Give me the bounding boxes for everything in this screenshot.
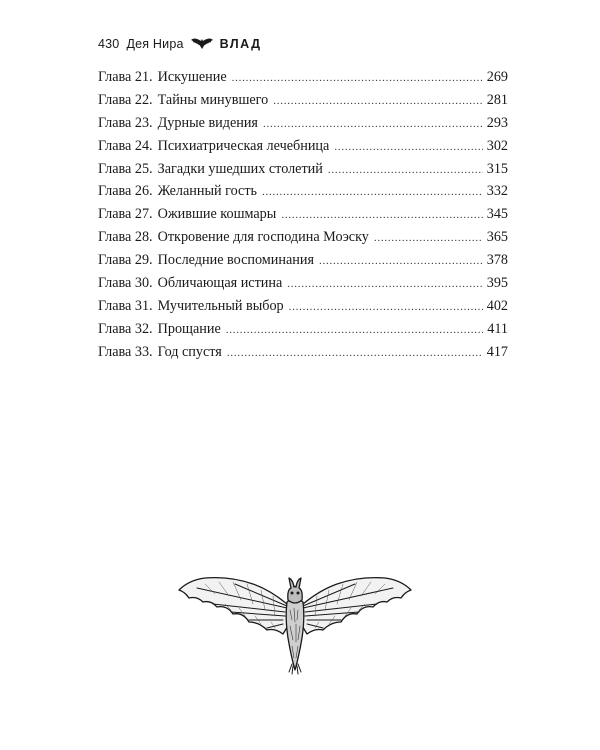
chapter-label: Глава 25. [98, 160, 153, 177]
toc-entry [98, 180, 508, 203]
dot-leader [281, 204, 482, 227]
chapter-label: Глава 22. [98, 91, 153, 108]
chapter-page: 293 [486, 114, 508, 131]
toc-entry [98, 341, 508, 364]
chapter-title: Психиатрическая лечебница [157, 137, 330, 154]
chapter-page: 281 [486, 91, 508, 108]
dot-leader [374, 227, 483, 250]
chapter-title: Искушение [157, 69, 227, 85]
chapter-label: Глава 26. [98, 183, 153, 200]
dot-leader [289, 296, 483, 319]
running-head [98, 34, 262, 54]
chapter-page: 345 [486, 206, 508, 223]
toc-entry [98, 89, 508, 112]
page-number: 430 [98, 37, 120, 51]
dot-leader [226, 319, 483, 342]
dot-leader [319, 250, 483, 273]
bat-illustration-icon [175, 560, 415, 690]
chapter-page: 417 [486, 343, 508, 360]
chapter-title: Тайны минувшего [157, 91, 269, 108]
chapter-label: Глава 23. [98, 114, 153, 131]
chapter-page: 402 [486, 297, 508, 314]
chapter-title: Откровение для господина Моэску [157, 229, 369, 246]
chapter-label: Глава 27. [98, 206, 153, 223]
dot-leader [328, 159, 483, 182]
chapter-title: Желанный гость [157, 183, 258, 200]
chapter-label: Глава 33. [98, 343, 153, 360]
dot-leader [334, 136, 482, 159]
chapter-title: Год спустя [157, 343, 222, 360]
chapter-label: Глава 32. [98, 320, 153, 337]
chapter-page: 269 [486, 69, 508, 85]
chapter-title: Мучительный выбор [157, 297, 284, 314]
toc-entry [98, 66, 508, 89]
toc-entry [98, 226, 508, 249]
chapter-page: 378 [486, 252, 508, 269]
toc-entry [98, 295, 508, 318]
dot-leader [227, 342, 483, 365]
chapter-label: Глава 29. [98, 252, 153, 269]
dot-leader [232, 67, 483, 90]
toc-entry [98, 249, 508, 272]
dot-leader [273, 90, 482, 113]
toc-entry [98, 158, 508, 181]
chapter-title: Загадки ушедших столетий [157, 160, 323, 177]
chapter-page: 332 [486, 183, 508, 200]
chapter-page: 302 [486, 137, 508, 154]
chapter-title: Обличающая истина [157, 275, 283, 292]
chapter-page: 315 [486, 160, 508, 177]
toc-entry [98, 318, 508, 341]
book-title: ВЛАД [219, 37, 262, 51]
chapter-title: Ожившие кошмары [157, 206, 277, 223]
dot-leader [287, 273, 482, 296]
author-name: Дея Нира [126, 37, 184, 51]
chapter-title: Дурные видения [157, 114, 258, 131]
chapter-label: Глава 31. [98, 297, 153, 314]
bat-logo-icon [191, 38, 213, 50]
dot-leader [263, 113, 483, 136]
chapter-title: Последние воспоминания [157, 252, 314, 269]
toc-entry [98, 203, 508, 226]
chapter-title: Прощание [157, 320, 221, 337]
toc-entry [98, 112, 508, 135]
chapter-label: Глава 30. [98, 275, 153, 292]
chapter-label: Глава 28. [98, 229, 153, 246]
chapter-page: 365 [486, 229, 508, 246]
toc-entry [98, 135, 508, 158]
table-of-contents [98, 66, 508, 364]
dot-leader [262, 181, 483, 204]
chapter-label: Глава 24. [98, 137, 153, 154]
toc-entry [98, 272, 508, 295]
chapter-page: 395 [486, 275, 508, 292]
chapter-page: 411 [487, 320, 508, 337]
chapter-label: Глава 21. [98, 69, 153, 85]
